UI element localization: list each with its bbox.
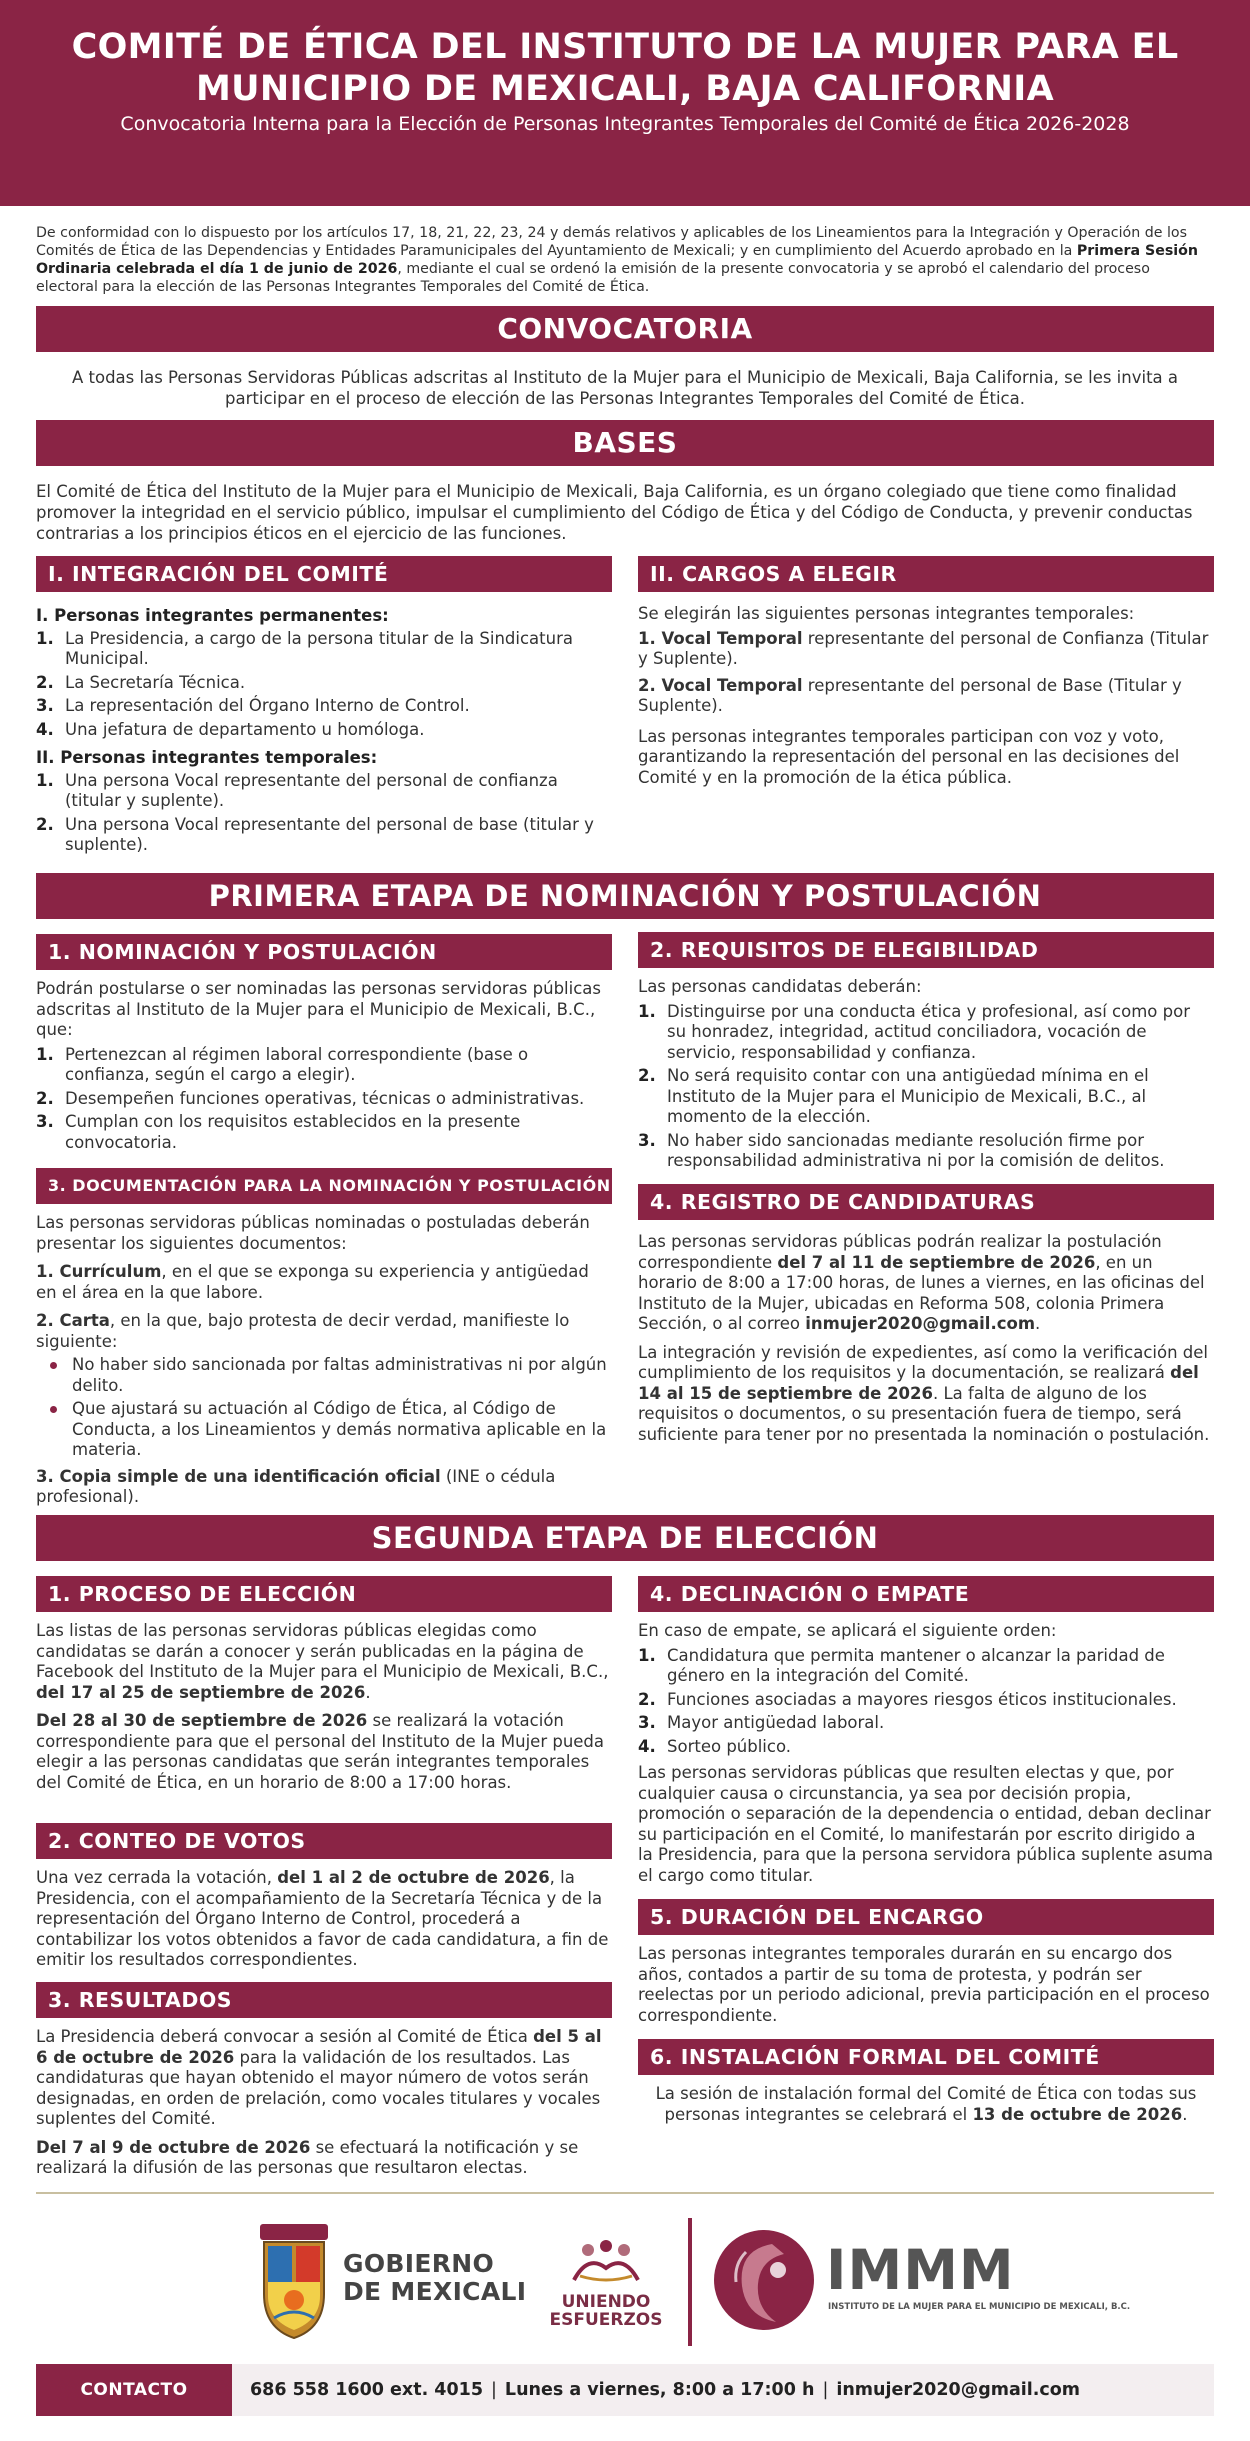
contact-phone: 686 558 1600 ext. 4015 [250,2380,484,2400]
section-heading: II. CARGOS A ELEGIR [638,556,1214,592]
temporales-list [36,771,612,856]
proceso-p2: Del 28 al 30 de septiembre de 2026 se realizará la votación correspondiente para que el personal del Instituto de la Mujer pueda elegir a las personas candidatas que serán integrantes temporales del Comité de Ética, en un horario de 8:00 a 17:00 horas. [36,1711,605,1792]
list-item: 4. Una jefatura de departamento u homóloga. [36,719,425,739]
list-item: 3. Mayor antigüedad laboral. [638,1713,885,1732]
header-banner [0,0,1250,206]
list-item: 4. Sorteo público. [638,1736,792,1756]
list-item: 1. Distinguirse por una conducta ética y profesional, así como por su honradez, integridad, actitud conciliadora, vocación de servicio, responsabilidad y confianza. [638,1001,1190,1062]
documentacion-carta: 2. Carta, en la que, bajo protesta de decir verdad, manifieste lo siguiente: [36,1311,570,1351]
list-item: 2. Desempeñen funciones operativas, técnicas o administrativas. [36,1088,585,1108]
cargo-item: 1. Vocal Temporal representante del personal de Confianza (Titular y Suplente). [638,628,1209,668]
section-heading: 2. CONTEO DE VOTOS [36,1823,612,1859]
separator: | [822,2380,829,2400]
section-heading: 6. INSTALACIÓN FORMAL DEL COMITÉ [638,2039,1214,2075]
section-declinacion [638,1576,1214,1894]
requisitos-intro: Las personas candidatas deberán: [638,977,922,996]
list-item: No haber sido sancionada por faltas administrativas ni por algún delito. [36,1355,612,1396]
empate-list [638,1646,1214,1758]
list-item: 2. La Secretaría Técnica. [36,672,246,692]
segunda-etapa-heading: SEGUNDA ETAPA DE ELECCIÓN [36,1515,1214,1561]
section-documentacion [36,1168,612,1516]
declinacion-intro: En caso de empate, se aplicará el siguiente orden: [638,1621,1057,1640]
divider [36,2192,1214,2194]
duracion-text: Las personas integrantes temporales durarán en su encargo dos años, contados a partir de su toma de protesta, y podrán ser reelectas por un periodo adicional, previa participación en el proceso correspondiente. [638,1944,1210,2025]
section-heading: I. INTEGRACIÓN DEL COMITÉ [36,556,612,592]
nominacion-intro: Podrán postularse o ser nominadas las personas servidoras públicas adscritas al Instituto de la Mujer para el Municipio de Mexicali, B.C., que: [36,979,601,1039]
list-item: 1. Pertenezcan al régimen laboral correspondiente (base o confianza, según el cargo a elegir). [36,1044,529,1084]
contact-footer [36,2364,1214,2416]
registro-p1: Las personas servidoras públicas podrán realizar la postulación correspondiente del 7 al 11 de septiembre de 2026, en un horario de 8:00 a 17:00 horas, de lunes a viernes, en las oficinas del Instituto de la Mujer, ubicadas en Reforma 508, colonia Primera Sección, o al correo inmujer2020@gmail.com. [638,1232,1205,1333]
registro-p2: La integración y revisión de expedientes, así como la verificación del cumplimiento de los requisitos y la documentación, se realizará del 14 al 15 de septiembre de 2026. La falta de alguno de los requisitos o documentos, o su presentación fuera de tiempo, será suficiente para tener por no presentada la nominación o postulación. [638,1342,1210,1444]
immm-emblem-icon [712,2224,816,2340]
section-heading: 5. DURACIÓN DEL ENCARGO [638,1899,1214,1935]
cargos-intro: Se elegirán las siguientes personas integrantes temporales: [638,604,1135,623]
list-item: 2. Una persona Vocal representante del personal de base (titular y suplente). [36,814,594,854]
carta-bullets [36,1355,612,1461]
page-title: COMITÉ DE ÉTICA DEL INSTITUTO DE LA MUJER PARA EL MUNICIPIO DE MEXICALI, BAJA CALIFORNIA [71,27,1179,109]
contact-label: CONTACTO [36,2364,232,2416]
section-registro [638,1184,1214,1453]
list-item: 1. La Presidencia, a cargo de la persona titular de la Sindicatura Municipal. [36,628,573,668]
logos-strip [0,2210,1250,2355]
list-item: 1. Candidatura que permita mantener o alcanzar la paridad de género en la integración del Comité. [638,1645,1165,1685]
section-conteo [36,1823,612,1979]
immm-logo-subtext: INSTITUTO DE LA MUJER PARA EL MUNICIPIO DE MEXICALI, B.C. [828,2302,1131,2312]
bases-text: El Comité de Ética del Instituto de la Mujer para el Municipio de Mexicali, Baja California, es un órgano colegiado que tiene como finalidad promover la integridad en el servicio público, impulsar el cumplimiento del Código de Ética y del Código de Conducta, y prevenir conductas contrarias a los principios éticos en el ejercicio de las funciones. [36,482,1193,543]
list-item: 2. No será requisito contar con una antigüedad mínima en el Instituto de la Mujer para el Municipio de Mexicali, B.C., al momento de la elección. [638,1066,1149,1126]
section-heading: 2. REQUISITOS DE ELEGIBILIDAD [638,932,1214,968]
section-requisitos [638,932,1214,1175]
list-item: Que ajustará su actuación al Código de Ética, al Código de Conducta, a los Lineamientos y demás normativa aplicable en la materia. [36,1399,612,1461]
separator: | [491,2380,497,2400]
convocatoria-heading: CONVOCATORIA [36,306,1214,352]
uniendo-esfuerzos-text: UNIENDO ESFUERZOS [549,2292,663,2330]
section-heading: 4. DECLINACIÓN O EMPATE [638,1576,1214,1612]
list-item: 2. Funciones asociadas a mayores riesgos éticos institucionales. [638,1689,1177,1709]
list-item: 3. Cumplan con los requisitos establecidos en la presente convocatoria. [36,1112,521,1152]
instalacion-text: La sesión de instalación formal del Comité de Ética con todas sus personas integrantes se celebrará el 13 de octubre de 2026. [655,2084,1197,2124]
list-item: 3. La representación del Órgano Interno de Control. [36,696,470,715]
nominacion-list [36,1045,612,1154]
list-item: 1. Una persona Vocal representante del personal de confianza (titular y suplente). [36,770,558,810]
section-cargos [638,556,1214,796]
section-heading: 3. DOCUMENTACIÓN PARA LA NOMINACIÓN Y POSTULACIÓN [36,1168,612,1204]
section-resultados [36,1982,612,2187]
section-instalacion [638,2039,1214,2133]
declinacion-outro: Las personas servidoras públicas que resulten electas y que, por cualquier causa o circunstancia, ya sea por decisión propia, promoción o separación de la dependencia o entidad, deban declinar su participación en el Comité, lo manifestarán por escrito dirigido a la Presidencia, para que la persona servidora pública suplente asuma el cargo como titular. [638,1763,1214,1885]
section-duracion [638,1899,1214,2034]
documentacion-copia: 3. Copia simple de una identificación oficial (INE o cédula profesional). [36,1466,556,1506]
list-item: 3. No haber sido sancionadas mediante resolución firme por responsabilidad administrativa ni por la comisión de delitos. [638,1130,1165,1170]
documentacion-intro: Las personas servidoras públicas nominadas o postuladas deberán presentar los siguientes documentos: [36,1213,590,1253]
proceso-p1: Las listas de las personas servidoras públicas elegidas como candidatas se darán a conocer y serán publicadas en la página de Facebook del Instituto de la Mujer para el Municipio de Mexicali, B.C., del 17 al 25 de septiembre de 2026. [36,1621,609,1702]
primera-etapa-heading: PRIMERA ETAPA DE NOMINACIÓN Y POSTULACIÓN [36,873,1214,919]
gobierno-logo-text: GOBIERNO DE MEXICALI [343,2249,527,2306]
section-heading: 3. RESULTADOS [36,1982,612,2018]
uniendo-esfuerzos-icon [566,2238,646,2288]
documentacion-cv: 1. Currículum, en el que se exponga su experiencia y antigüedad en el área en la que labore. [36,1262,589,1302]
cargos-outro: Las personas integrantes temporales participan con voz y voto, garantizando la representación del personal en las decisiones del Comité y en la promoción de la ética pública. [638,726,1180,787]
section-heading: 4. REGISTRO DE CANDIDATURAS [638,1184,1214,1220]
section-proceso [36,1576,612,1801]
intro-text-2: , mediante el cual se ordenó la emisión de la presente convocatoria y se aprobó el calendario del proceso electoral para la elección de las Personas Integrantes Temporales del Comité de Ética. [36,261,1150,295]
page-subtitle: Convocatoria Interna para la Elección de Personas Integrantes Temporales del Comité de Ética 2026-2028 [120,113,1130,135]
contact-info [250,2364,1080,2416]
resultados-p2: Del 7 al 9 de octubre de 2026 se efectuará la notificación y se realizará la difusión de las personas que resultaron electas. [36,2137,579,2177]
requisitos-list [638,1002,1214,1172]
section-integracion [36,556,612,859]
convocatoria-text: A todas las Personas Servidoras Públicas adscritas al Instituto de la Mujer para el Municipio de Mexicali, Baja California, se les invita a participar en el proceso de elección de las Personas Integrantes Temporales del Comité de Ética. [71,368,1179,408]
mexicali-coat-of-arms-icon [256,2220,332,2342]
immm-logo-text: IMMM [826,2238,1015,2302]
logo-divider [688,2218,692,2346]
contact-email[interactable]: inmujer2020@gmail.com [836,2380,1081,2400]
conteo-text: Una vez cerrada la votación, del 1 al 2 de octubre de 2026, la Presidencia, con el acompañamiento de la Secretaría Técnica y de la representación del Órgano Interno de Control, procederá a contabilizar los votos obtenidos a favor de cada candidatura, a fin de emitir los resultados correspondientes. [36,1868,609,1969]
resultados-p1: La Presidencia deberá convocar a sesión al Comité de Ética del 5 al 6 de octubre de 2026 para la validación de los resultados. Las candidaturas que hayan obtenido el mayor número de votos serán designadas, en orden de prelación, como vocales titulares y vocales suplentes del Comité. [36,2027,602,2128]
section-heading: 1. NOMINACIÓN Y POSTULACIÓN [36,934,612,970]
section-nominacion [36,934,612,1156]
contact-hours: Lunes a viernes, 8:00 a 17:00 h [504,2380,815,2400]
section-heading: 1. PROCESO DE ELECCIÓN [36,1576,612,1612]
permanentes-subtitle: I. Personas integrantes permanentes: [36,606,389,625]
permanentes-list [36,629,612,741]
temporales-subtitle: II. Personas integrantes temporales: [36,748,378,767]
bases-heading: BASES [36,420,1214,466]
intro-text-1: De conformidad con lo dispuesto por los artículos 17, 18, 21, 22, 23, 24 y demás relativos y aplicables de los Lineamientos para la Integración y Operación de los Comités de Ética de las Dependencias y Entidades Paramunicipales del Ayuntamiento de Mexicali; y en cumplimiento del Acuerdo aprobado en la [36,225,1187,259]
intro-paragraph [36,224,1216,296]
intro-bold: Primera Sesión Ordinaria celebrada el día 1 de junio de 2026 [36,243,1199,277]
cargo-item: 2. Vocal Temporal representante del personal de Base (Titular y Suplente). [638,675,1182,715]
